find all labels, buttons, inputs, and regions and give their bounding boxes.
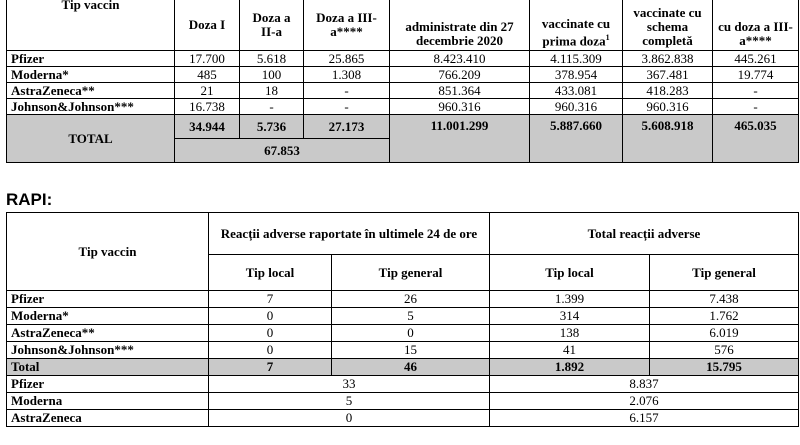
adverse-vaccine-name: Pfizer [7,291,209,308]
header-doza3: Doza a III-a**** [304,0,390,51]
adverse-reactions-table [6,212,799,427]
adverse-cell-lt: 1.399 [490,291,650,308]
header-tip-vaccin: Tip vaccin [7,0,175,51]
adverse-subheader-general-24h: Tip general [332,255,490,291]
vaccination-cell-prima: 4.115.309 [530,51,623,67]
adverse-subheader-local-24h: Tip local [209,255,332,291]
vaccination-row [7,51,799,67]
adverse-subheader-local-total: Tip local [490,255,650,291]
rapi-heading: RAPI: [6,190,53,209]
summary-24h-value: 5 [209,393,490,410]
vaccination-cell-d3t: 19.774 [713,67,799,83]
vaccination-cell-adm: 851.364 [390,83,530,99]
header-prima-doza [530,0,623,51]
summary-vaccine-name: Moderna [7,393,209,410]
header-schema-completa: vaccinate cu schema completă [623,0,713,51]
vaccination-cell-schema: 367.481 [623,67,713,83]
vaccination-cell-adm: 8.423.410 [390,51,530,67]
vaccination-cell-prima: 378.954 [530,67,623,83]
adverse-row [7,342,799,359]
summary-24h-value: 0 [209,410,490,427]
vaccination-cell-d3t: - [713,83,799,99]
adverse-vaccine-name: AstraZeneca** [7,325,209,342]
adverse-vaccine-name: Johnson&Johnson*** [7,342,209,359]
vaccination-cell-d3: 25.865 [304,51,390,67]
adverse-cell-l24: 0 [209,308,332,325]
vaccination-cell-d1: 17.700 [175,51,240,67]
total-prima-doza: 5.887.660 [530,115,623,163]
vaccine-name: Moderna* [7,67,175,83]
vaccination-cell-d3t: - [713,99,799,115]
vaccination-cell-schema: 418.283 [623,83,713,99]
vaccination-cell-prima: 960.316 [530,99,623,115]
adverse-summary-row [7,376,799,393]
adverse-cell-g24: 0 [332,325,490,342]
vaccination-cell-d2: 18 [240,83,304,99]
total-schema: 5.608.918 [623,115,713,163]
adverse-cell-gt: 1.762 [650,308,799,325]
summary-vaccine-name: Pfizer [7,376,209,393]
total-administrate: 11.001.299 [390,115,530,163]
adverse-summary-row [7,410,799,427]
vaccination-cell-d3t: 445.261 [713,51,799,67]
vaccination-row [7,99,799,115]
vaccination-cell-d1: 485 [175,67,240,83]
total-doza3-total: 465.035 [713,115,799,163]
header-doza2: Doza a II-a [240,0,304,51]
adverse-cell-g24: 26 [332,291,490,308]
summary-vaccine-name: AstraZeneca [7,410,209,427]
vaccination-cell-d3: - [304,99,390,115]
header-prima-doza-text: vaccinate cu prima doza [541,15,611,48]
adverse-cell-gt: 6.019 [650,325,799,342]
adverse-summary-row [7,393,799,410]
vaccination-cell-adm: 766.209 [390,67,530,83]
adverse-cell-gt: 576 [650,342,799,359]
vaccine-name: Pfizer [7,51,175,67]
total-label: TOTAL [7,115,175,163]
adverse-total-row [7,359,799,376]
adverse-total-local-24h: 7 [209,359,332,376]
adverse-header-total: Total reacții adverse [490,213,799,255]
vaccination-cell-d2: - [240,99,304,115]
adverse-header-24h: Reacții adverse raportate în ultimele 24 de ore [209,213,490,255]
vaccination-cell-d3: 1.308 [304,67,390,83]
summary-24h-value: 33 [209,376,490,393]
header-doza3-total: cu doza a III-a**** [713,0,799,51]
adverse-cell-g24: 5 [332,308,490,325]
footnote-marker: 1 [605,32,610,42]
adverse-cell-lt: 41 [490,342,650,359]
adverse-cell-gt: 7.438 [650,291,799,308]
vaccination-cell-schema: 960.316 [623,99,713,115]
vaccination-cell-schema: 3.862.838 [623,51,713,67]
vaccination-cell-adm: 960.316 [390,99,530,115]
header-doza1: Doza I [175,0,240,51]
vaccination-cell-prima: 433.081 [530,83,623,99]
summary-total-value: 8.837 [490,376,799,393]
summary-total-value: 2.076 [490,393,799,410]
adverse-row [7,325,799,342]
adverse-total-general-total: 15.795 [650,359,799,376]
adverse-cell-l24: 0 [209,342,332,359]
total-row [7,115,799,139]
adverse-row [7,291,799,308]
total-doza3: 27.173 [304,115,390,139]
vaccination-cell-d2: 100 [240,67,304,83]
adverse-total-local-total: 1.892 [490,359,650,376]
adverse-cell-lt: 314 [490,308,650,325]
adverse-cell-lt: 138 [490,325,650,342]
vaccine-name: Johnson&Johnson*** [7,99,175,115]
adverse-subheader-general-total: Tip general [650,255,799,291]
total-24h-sum: 67.853 [175,139,390,163]
total-doza1: 34.944 [175,115,240,139]
total-doza2: 5.736 [240,115,304,139]
adverse-cell-l24: 7 [209,291,332,308]
vaccination-row [7,83,799,99]
vaccination-table [6,0,799,163]
adverse-total-general-24h: 46 [332,359,490,376]
adverse-row [7,308,799,325]
adverse-header-tip-vaccin: Tip vaccin [7,213,209,291]
vaccination-cell-d1: 16.738 [175,99,240,115]
adverse-total-label: Total [7,359,209,376]
vaccination-cell-d1: 21 [175,83,240,99]
vaccination-cell-d3: - [304,83,390,99]
adverse-cell-l24: 0 [209,325,332,342]
vaccine-name: AstraZeneca** [7,83,175,99]
adverse-cell-g24: 15 [332,342,490,359]
adverse-vaccine-name: Moderna* [7,308,209,325]
vaccination-row [7,67,799,83]
header-administrate: administrate din 27 decembrie 2020 [390,0,530,51]
vaccination-cell-d2: 5.618 [240,51,304,67]
summary-total-value: 6.157 [490,410,799,427]
